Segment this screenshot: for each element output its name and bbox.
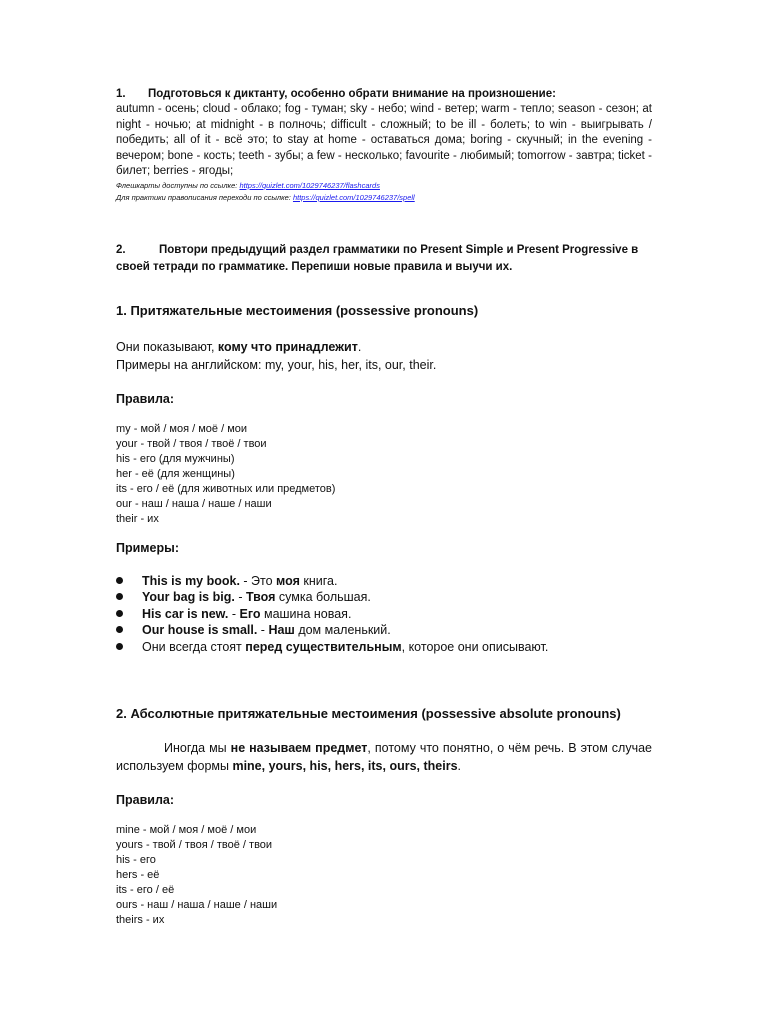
example-rest: машина новая. — [260, 606, 352, 621]
flashcards-link[interactable]: https://quizlet.com/1029746237/flashcards — [239, 180, 380, 190]
rule-item: my - мой / моя / моё / мои — [116, 422, 248, 435]
example-en: Our house is small. — [142, 623, 258, 637]
rules-title-2: Правила: — [116, 793, 174, 807]
flashcards-note-text: Флешкарты доступны по ссылке: — [116, 180, 240, 190]
para-text-e: . — [457, 759, 462, 773]
examples-title: Примеры: — [116, 540, 179, 555]
bullet-icon — [116, 643, 123, 650]
rule-item: yours - твой / твоя / твоё / твои — [116, 839, 273, 851]
absolute-pronouns-paragraph — [116, 739, 652, 775]
example-en: This is my book. — [142, 573, 240, 588]
rule-item: its - его / её — [116, 884, 175, 896]
para-text-bold-1: не называем предмет — [230, 741, 368, 755]
rule-item: our - наш / наша / наше / наши — [116, 497, 272, 510]
examples-bullet-list — [116, 573, 652, 656]
task-1-number: 1. — [116, 88, 126, 100]
example-rest: сумка большая. — [275, 590, 371, 604]
rule-item: his - его — [116, 854, 156, 866]
absolute-rules-list — [116, 823, 652, 928]
flashcards-note — [116, 180, 652, 192]
example-mid: - — [257, 623, 269, 637]
possessive-pronouns-title: 1. Притяжательные местоимения (possessive pronouns) — [116, 302, 479, 318]
rules-title-1: Правила: — [116, 391, 174, 406]
spell-link[interactable]: https://quizlet.com/1029746237/spell — [292, 192, 415, 202]
example-bold: Наш — [268, 623, 295, 637]
possessive-examples-line: Примеры на английском: my, your, his, her, its, our, their. — [116, 357, 437, 372]
example-item — [116, 622, 652, 639]
example-mid: - — [228, 606, 240, 621]
example-rest: дом маленький. — [294, 623, 391, 637]
task-2-block — [116, 242, 652, 276]
example-rest: книга. — [299, 573, 338, 588]
vocabulary-list: autumn - осень; cloud - облако; fog - туман; sky - небо; wind - ветер; warm - тепло; season - сезон; at night - ночью; at midnight - в полночь; difficult - сложный; to be ill - болеть; to win - выигрывать / победить; all of it - всё это; to stay at home - оставаться дома; boring - скучный; in the evening - вечером; bone - кость; teeth - зубы; a few - несколько; favourite - любимый; tomorrow - завтра; ticket - билет; berries - ягоды; — [116, 103, 652, 177]
example-mid: - Это — [239, 573, 277, 588]
absolute-pronouns-title: 2. Абсолютные притяжательные местоимения (possessive absolute pronouns) — [116, 706, 621, 721]
example-bold: моя — [276, 573, 300, 588]
rule-item: theirs - их — [116, 914, 165, 926]
example-item — [116, 573, 652, 590]
rule-item: hers - её — [116, 869, 160, 881]
rule-item: mine - мой / моя / моё / мои — [116, 824, 257, 836]
para-text-c: , потому что понятно, о чём речь. В этом случае используем формы — [116, 741, 653, 773]
example-bold: перед существительным — [245, 639, 402, 654]
example-item — [116, 639, 652, 656]
task-1-heading — [116, 86, 652, 102]
example-en: His car is new. — [142, 606, 229, 621]
example-mid: Они всегда стоят — [142, 639, 246, 654]
rule-item: their - их — [116, 512, 159, 525]
document-page — [116, 86, 652, 928]
para-text-bold-2: mine, yours, his, hers, its, ours, theirs — [232, 759, 458, 773]
rule-item: her - её (для женщины) — [116, 467, 235, 480]
task-1-heading-text: Подготовься к диктанту, особенно обрати внимание на произношение: — [148, 88, 556, 100]
intro-text-a: Они показывают, — [116, 339, 218, 354]
example-bold: Его — [239, 606, 261, 621]
bullet-icon — [116, 577, 123, 584]
possessive-intro — [116, 338, 652, 356]
example-rest: , которое они описывают. — [401, 639, 549, 654]
example-item — [116, 606, 652, 623]
example-mid: - — [234, 590, 246, 604]
bullet-icon — [116, 626, 123, 633]
example-bold: Твоя — [245, 590, 276, 604]
bullet-icon — [116, 593, 123, 600]
example-item — [116, 589, 652, 606]
rule-item: ours - наш / наша / наше / наши — [116, 899, 278, 911]
possessive-rules-list — [116, 422, 652, 527]
example-en: Your bag is big. — [142, 590, 235, 604]
task-2-text: Повтори предыдущий раздел грамматики по Present Simple и Present Progressive в своей тетради по грамматике. Перепиши новые правила и выучи их. — [116, 243, 639, 273]
intro-text-c: . — [357, 339, 362, 354]
rule-item: your - твой / твоя / твоё / твои — [116, 437, 267, 450]
bullet-icon — [116, 610, 123, 617]
task-2-number: 2. — [116, 243, 126, 256]
intro-text-bold: кому что принадлежит — [217, 339, 358, 354]
para-text-a: Иногда мы — [164, 741, 231, 755]
spell-note-text: Для практики правописания переходи по ссылке: — [116, 192, 293, 202]
spell-note — [116, 192, 652, 204]
rule-item: its - его / её (для животных или предметов) — [116, 482, 336, 495]
rule-item: his - его (для мужчины) — [116, 452, 235, 465]
